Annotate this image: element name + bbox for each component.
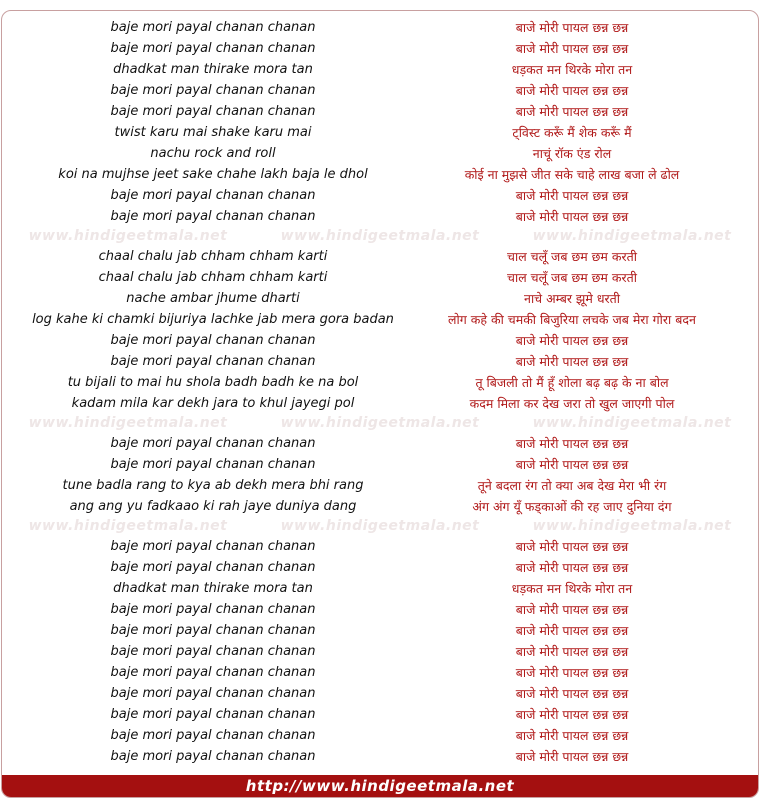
watermark-text: www.hindigeetmala.net <box>280 228 480 244</box>
romanized-lyric: baje mori payal chanan chanan <box>110 209 316 224</box>
lyric-line <box>2 372 758 393</box>
lyrics-panel <box>1 10 759 798</box>
lyric-line <box>2 475 758 496</box>
romanized-lyric: baje mori payal chanan chanan <box>110 457 316 472</box>
romanized-lyric: log kahe ki chamki bijuriya lachke jab mera gora badan <box>32 312 394 327</box>
watermark-text: www.hindigeetmala.net <box>532 228 732 244</box>
lyric-line <box>2 288 758 309</box>
hindi-lyric: बाजे मोरी पायल छन्न छन्न <box>515 602 629 617</box>
romanized-lyric: twist karu mai shake karu mai <box>114 125 312 140</box>
romanized-lyric: koi na mujhse jeet sake chahe lakh baja le dhol <box>58 167 368 182</box>
watermark-strip <box>2 518 758 534</box>
romanized-lyric: baje mori payal chanan chanan <box>110 749 316 764</box>
hindi-lyric: बाजे मोरी पायल छन्न छन्न <box>515 644 629 659</box>
romanized-lyric: baje mori payal chanan chanan <box>110 354 316 369</box>
stanza-separator <box>2 227 758 246</box>
hindi-lyric: नाचे अम्बर झूमे धरती <box>524 291 620 306</box>
hindi-lyric: बाजे मोरी पायल छन्न छन्न <box>515 104 629 119</box>
lyric-line <box>2 641 758 662</box>
hindi-lyric: बाजे मोरी पायल छन्न छन्न <box>515 41 629 56</box>
romanized-lyric: baje mori payal chanan chanan <box>110 20 316 35</box>
romanized-lyric: baje mori payal chanan chanan <box>110 623 316 638</box>
hindi-lyric: चाल चलूँ जब छम छम करती <box>507 249 637 264</box>
hindi-lyric: तूने बदला रंग तो क्या अब देख मेरा भी रंग <box>477 478 667 493</box>
hindi-lyric: धड़कत मन थिरके मोरा तन <box>511 581 633 596</box>
lyric-line <box>2 704 758 725</box>
romanized-lyric: baje mori payal chanan chanan <box>110 644 316 659</box>
hindi-lyric: बाजे मोरी पायल छन्न छन्न <box>515 20 629 35</box>
lyric-line <box>2 164 758 185</box>
watermark-strip <box>2 415 758 431</box>
romanized-lyric: dhadkat man thirake mora tan <box>113 581 313 596</box>
hindi-lyric: तू बिजली तो मैं हूँ शोला बढ़ बढ़ के ना बोल <box>475 375 669 390</box>
hindi-lyric: बाजे मोरी पायल छन्न छन्न <box>515 354 629 369</box>
hindi-lyric: बाजे मोरी पायल छन्न छन्न <box>515 665 629 680</box>
hindi-lyric: बाजे मोरी पायल छन्न छन्न <box>515 686 629 701</box>
lyric-line <box>2 578 758 599</box>
romanized-lyric: chaal chalu jab chham chham karti <box>98 270 328 285</box>
lyric-line <box>2 557 758 578</box>
hindi-lyric: बाजे मोरी पायल छन्न छन्न <box>515 83 629 98</box>
lyric-line <box>2 122 758 143</box>
lyric-line <box>2 393 758 414</box>
lyric-line <box>2 683 758 704</box>
lyric-line <box>2 351 758 372</box>
hindi-lyric: लोग कहे की चमकी बिजुरिया लचके जब मेरा गोरा बदन <box>448 312 696 327</box>
romanized-lyric: baje mori payal chanan chanan <box>110 41 316 56</box>
romanized-lyric: baje mori payal chanan chanan <box>110 539 316 554</box>
lyric-line <box>2 101 758 122</box>
lyric-line <box>2 267 758 288</box>
watermark-text: www.hindigeetmala.net <box>532 415 732 431</box>
hindi-lyric: चाल चलूँ जब छम छम करती <box>507 270 637 285</box>
lyric-line <box>2 17 758 38</box>
watermark-text: www.hindigeetmala.net <box>280 415 480 431</box>
watermark-strip <box>2 228 758 244</box>
watermark-text: www.hindigeetmala.net <box>28 228 228 244</box>
lyric-line <box>2 330 758 351</box>
lyric-line <box>2 746 758 767</box>
lyric-line <box>2 496 758 517</box>
lyric-line <box>2 599 758 620</box>
romanized-lyric: tu bijali to mai hu shola badh badh ke na bol <box>67 375 359 390</box>
romanized-lyric: baje mori payal chanan chanan <box>110 104 316 119</box>
lyric-line <box>2 185 758 206</box>
lyric-line <box>2 206 758 227</box>
romanized-lyric: tune badla rang to kya ab dekh mera bhi rang <box>62 478 364 493</box>
hindi-lyric: बाजे मोरी पायल छन्न छन्न <box>515 188 629 203</box>
lyric-line <box>2 725 758 746</box>
hindi-lyric: बाजे मोरी पायल छन्न छन्न <box>515 436 629 451</box>
hindi-lyric: बाजे मोरी पायल छन्न छन्न <box>515 749 629 764</box>
romanized-lyric: dhadkat man thirake mora tan <box>113 62 313 77</box>
lyric-line <box>2 536 758 557</box>
lyric-line <box>2 620 758 641</box>
hindi-lyric: कोई ना मुझसे जीत सके चाहे लाख बजा ले ढोल <box>464 167 680 182</box>
romanized-lyric: baje mori payal chanan chanan <box>110 665 316 680</box>
hindi-lyric: ट्विस्ट करूँ मैं शेक करूँ मैं <box>512 125 632 140</box>
lyric-line <box>2 454 758 475</box>
romanized-lyric: nache ambar jhume dharti <box>126 291 300 306</box>
hindi-lyric: नाचूं रॉक एंड रोल <box>532 146 612 161</box>
romanized-lyric: baje mori payal chanan chanan <box>110 560 316 575</box>
romanized-lyric: nachu rock and roll <box>150 146 276 161</box>
lyric-line <box>2 80 758 101</box>
hindi-lyric: कदम मिला कर देख जरा तो खुल जाएगी पोल <box>469 396 675 411</box>
watermark-text: www.hindigeetmala.net <box>28 518 228 534</box>
lyrics-body <box>2 17 758 767</box>
watermark-text: www.hindigeetmala.net <box>28 415 228 431</box>
stanza-separator <box>2 414 758 433</box>
romanized-lyric: baje mori payal chanan chanan <box>110 707 316 722</box>
romanized-lyric: kadam mila kar dekh jara to khul jayegi pol <box>71 396 355 411</box>
hindi-lyric: बाजे मोरी पायल छन्न छन्न <box>515 333 629 348</box>
site-url-footer[interactable]: http://www.hindigeetmala.net <box>2 775 758 797</box>
lyric-line <box>2 38 758 59</box>
hindi-lyric: बाजे मोरी पायल छन्न छन्न <box>515 209 629 224</box>
romanized-lyric: chaal chalu jab chham chham karti <box>98 249 328 264</box>
hindi-lyric: बाजे मोरी पायल छन्न छन्न <box>515 457 629 472</box>
hindi-lyric: बाजे मोरी पायल छन्न छन्न <box>515 707 629 722</box>
hindi-lyric: बाजे मोरी पायल छन्न छन्न <box>515 623 629 638</box>
lyric-line <box>2 246 758 267</box>
lyric-line <box>2 59 758 80</box>
lyric-line <box>2 309 758 330</box>
hindi-lyric: बाजे मोरी पायल छन्न छन्न <box>515 560 629 575</box>
lyric-line <box>2 662 758 683</box>
hindi-lyric: बाजे मोरी पायल छन्न छन्न <box>515 728 629 743</box>
lyric-line <box>2 143 758 164</box>
romanized-lyric: baje mori payal chanan chanan <box>110 602 316 617</box>
romanized-lyric: baje mori payal chanan chanan <box>110 83 316 98</box>
watermark-text: www.hindigeetmala.net <box>532 518 732 534</box>
romanized-lyric: baje mori payal chanan chanan <box>110 686 316 701</box>
romanized-lyric: baje mori payal chanan chanan <box>110 436 316 451</box>
watermark-text: www.hindigeetmala.net <box>280 518 480 534</box>
hindi-lyric: बाजे मोरी पायल छन्न छन्न <box>515 539 629 554</box>
hindi-lyric: धड़कत मन थिरके मोरा तन <box>511 62 633 77</box>
lyric-line <box>2 433 758 454</box>
romanized-lyric: baje mori payal chanan chanan <box>110 188 316 203</box>
romanized-lyric: baje mori payal chanan chanan <box>110 333 316 348</box>
romanized-lyric: baje mori payal chanan chanan <box>110 728 316 743</box>
romanized-lyric: ang ang yu fadkaao ki rah jaye duniya dang <box>69 499 357 514</box>
stanza-separator <box>2 517 758 536</box>
hindi-lyric: अंग अंग यूँ फड्काओं की रह जाए दुनिया दंग <box>472 499 672 514</box>
